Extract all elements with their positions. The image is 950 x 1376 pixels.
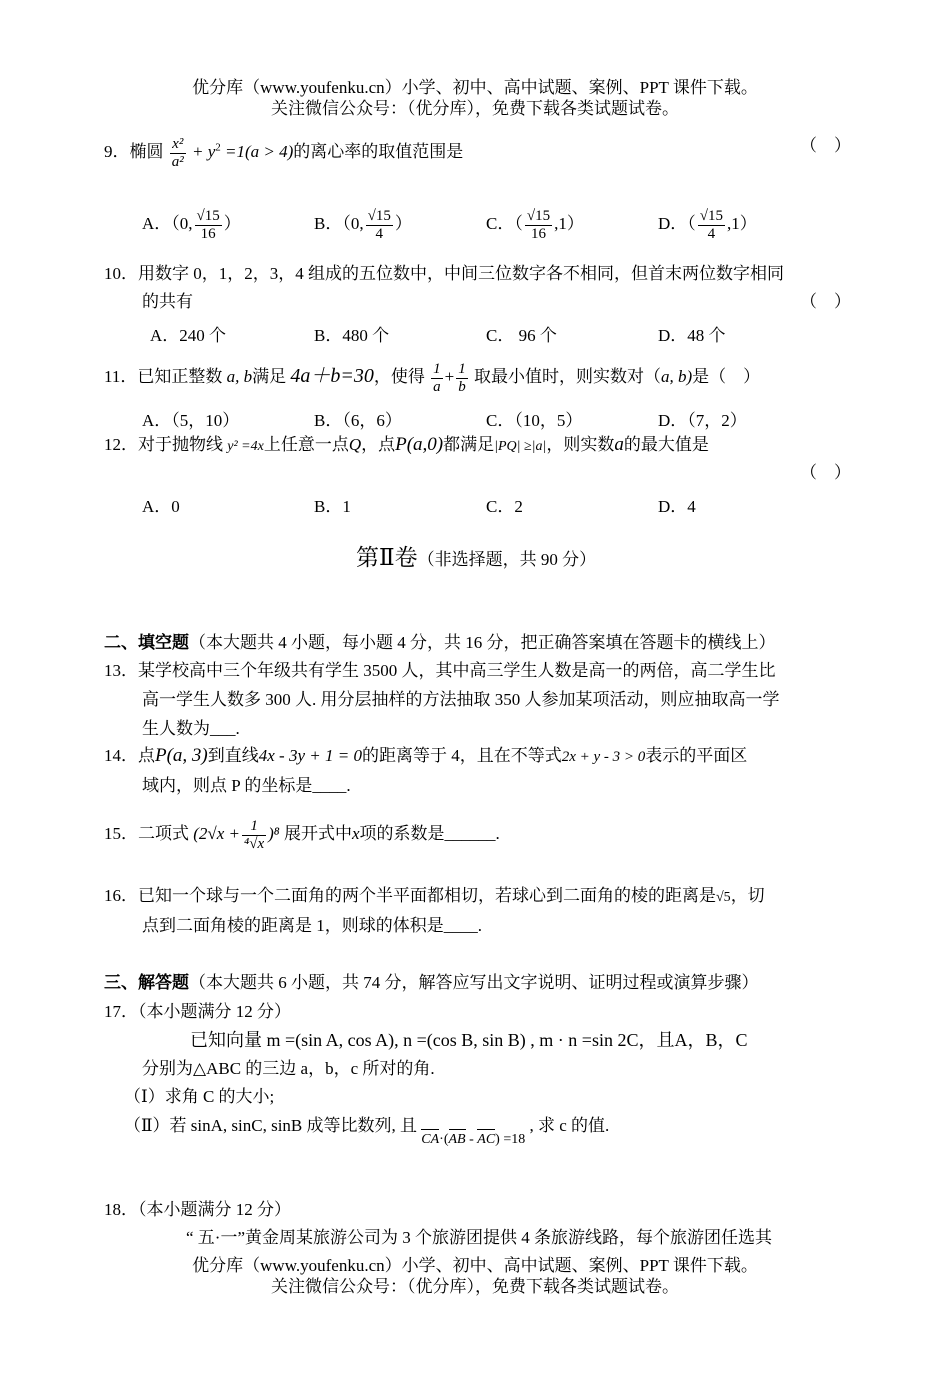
option-b: B．（6，6） [314, 411, 402, 430]
part-2-subtitle: （非选择题，共 90 分） [417, 550, 597, 569]
question-text: 用数字 0，1，2，3，4 组成的五位数中，中间三位数字各不相同，但首末两位数字相同 [138, 264, 784, 283]
answer-bracket: （ ） [800, 136, 851, 155]
footer-line-1: 优分库（www.youfenku.cn）小学、初中、高中试题、案例、PPT 课件下载。 [192, 1256, 758, 1275]
header-line-1: 优分库（www.youfenku.cn）小学、初中、高中试题、案例、PPT 课件下载。 [192, 78, 758, 97]
question-13-line-2: 高一学生人数多 300 人. 用分层抽样的方法抽取 350 人参加某项活动，则应抽取高一学 [142, 690, 780, 709]
section-3-heading: 三、解答题（本大题共 6 小题，共 74 分，解答应写出文字说明、证明过程或演算步骤） [104, 973, 759, 992]
question-number: 10． [104, 264, 138, 283]
ellipse-condition: =1(a > 4) [225, 141, 294, 161]
section-2-heading: 二、填空题（本大题共 4 小题，每小题 4 分，共 16 分，把正确答案填在答题卡的横线上） [104, 633, 776, 652]
option-b: B．1 [314, 497, 351, 516]
question-9: 9．椭圆 $\frac{\text{x²}}{\text{a²}}$ + $y^2 =1(a > 4)$的离心率的取值范围是 [104, 136, 464, 170]
part-2-title: 第Ⅱ卷 [356, 545, 418, 570]
question-number: 12． [104, 435, 138, 454]
option-c: C．2 [486, 497, 523, 516]
question-17-part-2: （Ⅱ）若 sinA, sinC, sinB 成等比数列, 且 CA·(AB - AC) =18 , 求 c 的值. [124, 1116, 610, 1147]
option-c: C． 96 个 [486, 326, 557, 345]
header-line-2: 关注微信公众号：（优分库），免费下载各类试题试卷。 [271, 99, 679, 118]
ellipse-equation-tail: + y [192, 141, 216, 161]
option-d: D．48 个 [658, 326, 726, 345]
question-17-line-2: 分别为△ABC 的三边 a，b，c 所对的角. [142, 1059, 435, 1078]
question-11: 11．已知正整数 a, b满足 4a＋b=30，使得 $\frac{1}{a}$ + $\frac{1}{b}$ 取最小值时，则实数对（a, b)是（ ） [104, 361, 761, 395]
ellipse-fraction: $\frac{\text{x²}}{\text{a²}}$ [171, 136, 184, 170]
question-14-line-2: 域内，则点 P 的坐标是____. [142, 776, 351, 795]
reciprocal-sum: $\frac{1}{a}$ [433, 361, 441, 395]
question-17: 17．（本小题满分 12 分） [104, 1002, 291, 1021]
option-a: A．（0, $\frac{√15}{16}$ ） [142, 208, 241, 242]
option-a: A．240 个 [150, 326, 227, 345]
question-number: 9． [104, 141, 130, 161]
question-18: 18．（本小题满分 12 分） [104, 1200, 291, 1219]
part-2-heading [356, 544, 596, 572]
answer-bracket: （ ） [800, 463, 851, 482]
question-13: 13．某学校高中三个年级共有学生 3500 人，其中高三学生人数是高一的两倍，高二学生比 [104, 661, 776, 680]
option-b: B．480 个 [314, 326, 390, 345]
question-16-line-2: 点到二面角棱的距离是 1，则球的体积是____. [142, 916, 482, 935]
question-14: 14．点P(a, 3)到直线4x - 3y + 1 = 0的距离等于 4，且在不等式2x + y - 3 > 0表示的平面区 [104, 745, 748, 766]
option-b: B．（0, $\frac{√15}{4}$ ） [314, 208, 412, 242]
question-16: 16．已知一个球与一个二面角的两个半平面都相切，若球心到二面角的棱的距离是√5，切 [104, 886, 765, 905]
question-text: 椭圆 [129, 141, 164, 161]
answer-bracket: （ ） [800, 292, 851, 311]
question-number: 11． [104, 366, 138, 386]
option-d: D．（ $\frac{√15}{4}$ ,1） [658, 208, 757, 242]
question-18-line-1: “ 五·一”黄金周某旅游公司为 3 个旅游团提供 4 条旅游线路，每个旅游团任选其 [186, 1228, 773, 1247]
option-d: D．4 [658, 497, 696, 516]
question-12: 12．对于抛物线 y² =4x上任意一点Q，点P(a,0)都满足|PQ| ≥|a|，则实数a的最大值是 [104, 434, 709, 455]
option-a: A．0 [142, 497, 180, 516]
question-17-condition: 已知向量 m =(sin A, cos A), n =(cos B, sin B) , m · n =sin 2C，且A，B，C [190, 1030, 748, 1050]
question-10 [104, 264, 784, 284]
question-15: 15．二项式 (2√x + $\frac{1}{\text{⁴√x}}$ )⁸ 展开式中x项的系数是______. [104, 818, 500, 852]
question-13-line-3: 生人数为___. [142, 719, 240, 738]
option-d: D．（7，2） [658, 411, 747, 430]
question-17-part-1: （Ⅰ）求角 C 的大小; [124, 1087, 275, 1106]
option-a: A．（5，10） [142, 411, 240, 430]
footer-line-2: 关注微信公众号：（优分库），免费下载各类试题试卷。 [271, 1277, 679, 1296]
vector-expression: CA·(AB - AC) =18 [421, 1132, 526, 1147]
question-10-line-2: 的共有 [142, 292, 193, 311]
option-c: C．（10，5） [486, 411, 583, 430]
question-text-end: 的离心率的取值范围是 [293, 141, 464, 161]
option-c: C．（ $\frac{√15}{16}$ ,1） [486, 208, 584, 242]
